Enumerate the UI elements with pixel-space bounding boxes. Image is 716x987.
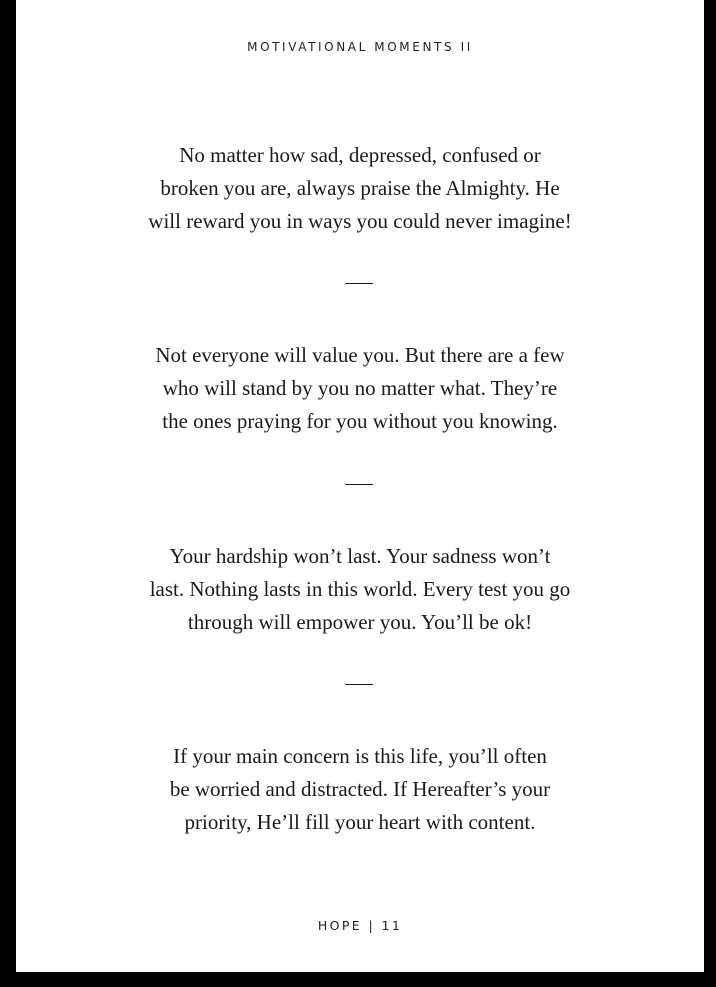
quote-line: Your hardship won’t last. Your sadness won’t xyxy=(169,544,551,568)
running-title: MOTIVATIONAL MOMENTS II xyxy=(247,40,473,54)
quote-line: No matter how sad, depressed, confused or xyxy=(179,143,541,167)
quote-4 xyxy=(16,740,704,839)
section-divider xyxy=(345,484,373,485)
quote-3 xyxy=(16,540,704,639)
quote-line: will reward you in ways you could never imagine! xyxy=(148,209,572,233)
quote-line: through will empower you. You’ll be ok! xyxy=(187,610,533,634)
quote-line: priority, He’ll fill your heart with content. xyxy=(184,810,536,834)
quote-line: the ones praying for you without you knowing. xyxy=(162,409,558,433)
quote-line: Not everyone will value you. But there are a few xyxy=(155,343,565,367)
quote-line: last. Nothing lasts in this world. Every test you go xyxy=(149,577,571,601)
book-page xyxy=(16,0,704,972)
quote-line: broken you are, always praise the Almighty. He xyxy=(160,176,560,200)
quote-line: If your main concern is this life, you’ll often xyxy=(173,744,547,768)
quote-2 xyxy=(16,339,704,438)
quote-line: who will stand by you no matter what. They’re xyxy=(162,376,558,400)
quote-1 xyxy=(16,139,704,238)
quote-line: be worried and distracted. If Hereafter’s your xyxy=(169,777,551,801)
section-divider xyxy=(345,684,373,685)
page-folio: HOPE | 11 xyxy=(317,918,403,933)
section-divider xyxy=(345,283,373,284)
